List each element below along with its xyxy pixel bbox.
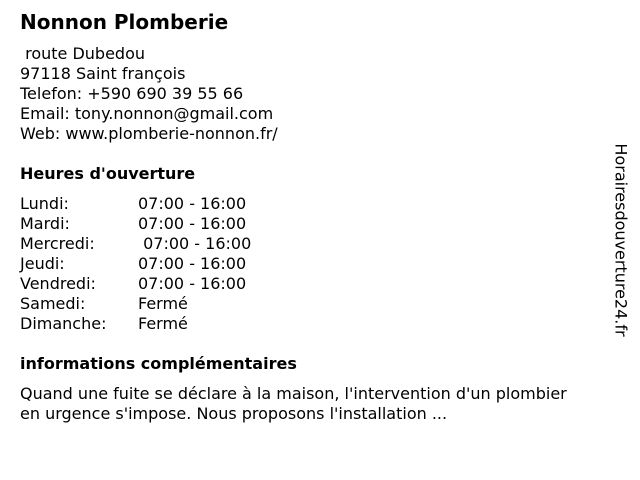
hours-row-friday [20, 274, 600, 294]
hours-time-value: 07:00 - 16:00 [138, 274, 247, 293]
hours-row-thursday [20, 254, 600, 274]
hours-time-value: 07:00 - 16:00 [138, 194, 247, 213]
hours-day-label: Dimanche: [20, 314, 107, 333]
hours-row-sunday [20, 314, 600, 334]
site-watermark: Horairesdouverture24.fr [611, 143, 631, 337]
hours-time-value: 07:00 - 16:00 [138, 254, 247, 273]
hours-day-label: Vendredi: [20, 274, 96, 293]
hours-time-value: Fermé [138, 314, 188, 333]
business-name: Nonnon Plomberie [20, 10, 229, 34]
hours-row-saturday [20, 294, 600, 314]
phone-number[interactable]: Telefon: +590 690 39 55 66 [20, 84, 244, 103]
hours-day-label: Mercredi: [20, 234, 95, 253]
hours-time-value: 07:00 - 16:00 [138, 214, 247, 233]
hours-time-value: Fermé [138, 294, 188, 313]
hours-day-label: Mardi: [20, 214, 70, 233]
hours-row-monday [20, 194, 600, 214]
additional-info-heading: informations complémentaires [20, 354, 297, 373]
hours-time-value: 07:00 - 16:00 [138, 234, 252, 253]
address-city: 97118 Saint françois [20, 64, 186, 83]
opening-hours-heading: Heures d'ouverture [20, 164, 196, 183]
email-address[interactable]: Email: tony.nonnon@gmail.com [20, 104, 274, 123]
hours-day-label: Lundi: [20, 194, 69, 213]
website-link[interactable]: Web: www.plomberie-nonnon.fr/ [20, 124, 278, 143]
additional-info-text: Quand une fuite se déclare à la maison, l'intervention d'un plombier en urgence s'impose. Nous proposons l'installation ... [20, 384, 567, 423]
hours-day-label: Samedi: [20, 294, 86, 313]
hours-row-wednesday [20, 234, 600, 254]
hours-day-label: Jeudi: [20, 254, 65, 273]
address-street: route Dubedou [20, 44, 145, 63]
business-card [20, 8, 600, 424]
hours-row-tuesday [20, 214, 600, 234]
